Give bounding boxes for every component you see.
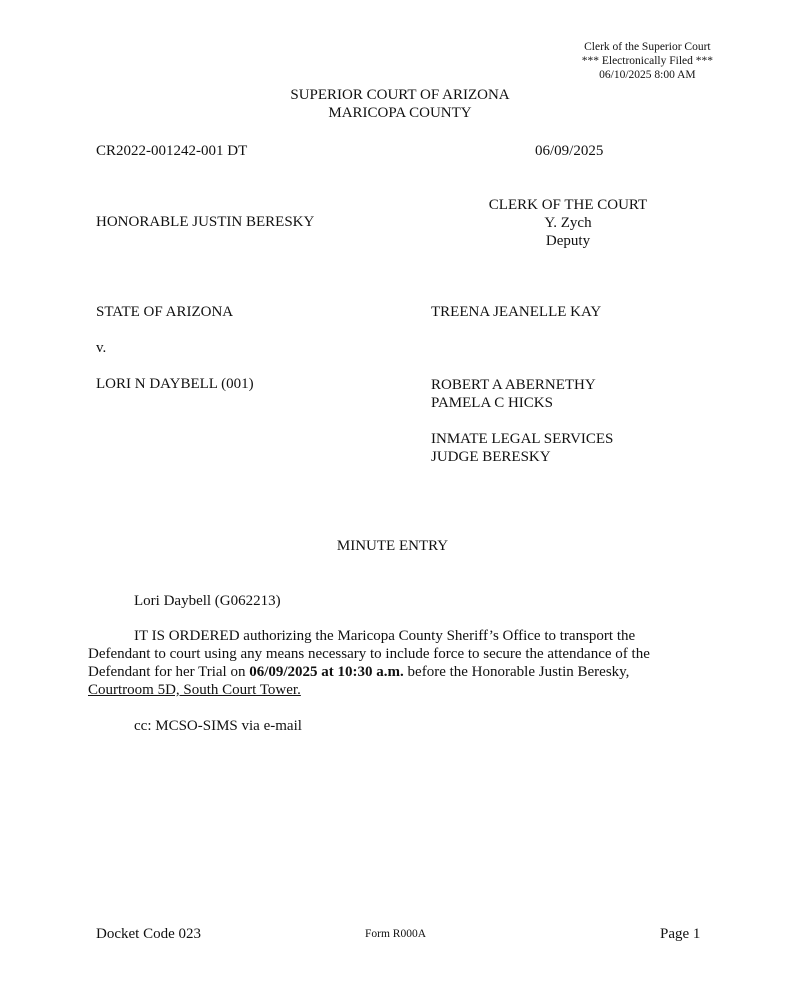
form-number: Form R000A: [365, 928, 427, 940]
courtroom-location: Courtroom 5D, South Court Tower.: [88, 682, 301, 698]
cc-line: cc: MCSO-SIMS via e-mail: [134, 718, 302, 734]
judge-name: HONORABLE JUSTIN BERESKY: [96, 214, 315, 230]
other-recipient: INMATE LEGAL SERVICES: [431, 431, 614, 447]
stamp-line-3: 06/10/2025 8:00 AM: [599, 69, 696, 81]
other-recipients-list: [431, 430, 613, 466]
subject-line: Lori Daybell (G062213): [134, 593, 281, 609]
page-number: Page 1: [660, 926, 701, 942]
order-datetime: 06/09/2025 at 10:30 a.m.: [249, 664, 404, 680]
court-heading: [0, 86, 800, 122]
order-paragraph: [88, 627, 688, 699]
clerk-title: CLERK OF THE COURT: [488, 197, 648, 213]
document-title: MINUTE ENTRY: [336, 538, 449, 554]
stamp-line-1: Clerk of the Superior Court: [584, 41, 711, 53]
stamp-line-2: *** Electronically Filed ***: [581, 55, 713, 67]
other-recipient: JUDGE BERESKY: [431, 449, 551, 465]
clerk-block: [478, 196, 658, 250]
docket-code: Docket Code 023: [96, 926, 201, 942]
case-number: CR2022-001242-001 DT: [96, 143, 248, 159]
versus: v.: [96, 340, 107, 356]
clerk-role: Deputy: [545, 233, 591, 249]
order-text-continued: before the Honorable Justin Beresky,: [407, 664, 630, 680]
prosecution-counsel: TREENA JEANELLE KAY: [431, 304, 602, 320]
court-county: MARICOPA COUNTY: [328, 105, 472, 121]
order-text: IT IS ORDERED authorizing the Maricopa County Sheriff’s Office to transport the Defendant to court using any means necessary to include force to secure the attendance of the Defendant for her Trial on: [88, 628, 650, 680]
defense-counsel: PAMELA C HICKS: [431, 395, 553, 411]
defendant: LORI N DAYBELL (001): [96, 376, 254, 392]
entry-date: 06/09/2025: [535, 143, 604, 159]
court-name: SUPERIOR COURT OF ARIZONA: [290, 87, 510, 103]
filing-stamp: [582, 40, 713, 82]
clerk-name: Y. Zych: [544, 215, 592, 231]
defense-counsel-list: [431, 376, 596, 412]
plaintiff: STATE OF ARIZONA: [96, 304, 234, 320]
defense-counsel: ROBERT A ABERNETHY: [431, 377, 596, 393]
